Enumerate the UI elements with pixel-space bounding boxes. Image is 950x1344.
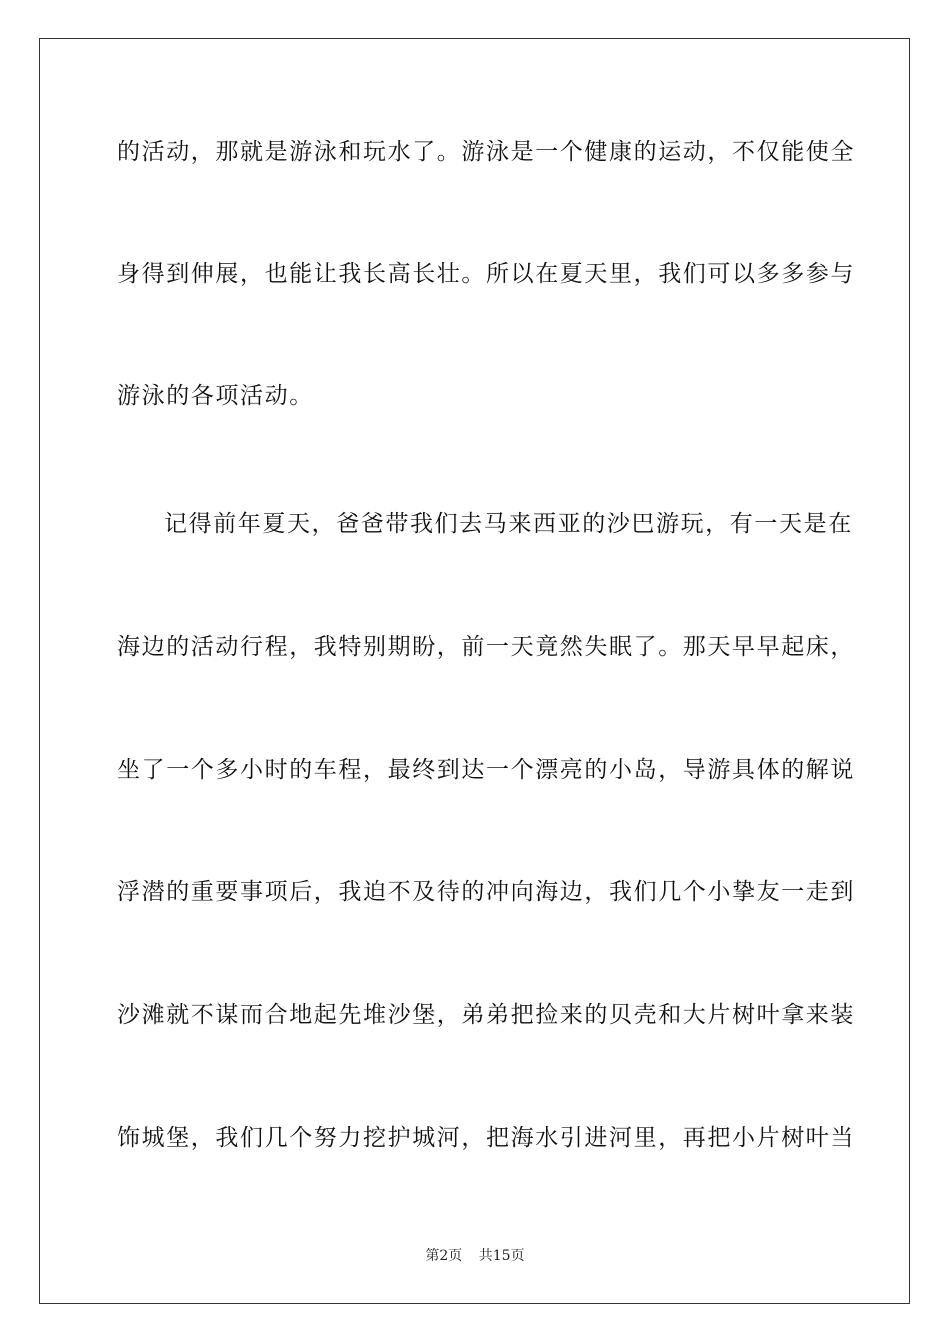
paragraph-line-2: 身得到伸展，也能让我长高长壮。所以在夏天里，我们可以多多参与 (117, 261, 855, 287)
paragraph-line-3: 游泳的各项活动。 (117, 383, 314, 409)
paragraph-line-7: 浮潜的重要事项后，我迫不及待的冲向海边，我们几个小挚友一走到 (117, 879, 855, 905)
paragraph-line-9: 饰城堡，我们几个努力挖护城河，把海水引进河里，再把小片树叶当 (117, 1125, 855, 1151)
page-total: 共15页 (478, 1248, 525, 1264)
paragraph-line-8: 沙滩就不谋而合地起先堆沙堡，弟弟把捡来的贝壳和大片树叶拿来装 (117, 1002, 855, 1028)
page-number: 第2页 (425, 1248, 463, 1264)
page-footer (0, 1246, 950, 1266)
paragraph-line-4: 记得前年夏天，爸爸带我们去马来西亚的沙巴游玩，有一天是在 (164, 511, 853, 537)
paragraph-line-1: 的活动，那就是游泳和玩水了。游泳是一个健康的运动，不仅能使全 (117, 139, 855, 165)
paragraph-line-5: 海边的活动行程，我特别期盼，前一天竟然失眠了。那天早早起床， (117, 634, 855, 660)
paragraph-line-6: 坐了一个多小时的车程，最终到达一个漂亮的小岛，导游具体的解说 (117, 757, 855, 783)
page-border (39, 38, 910, 1304)
